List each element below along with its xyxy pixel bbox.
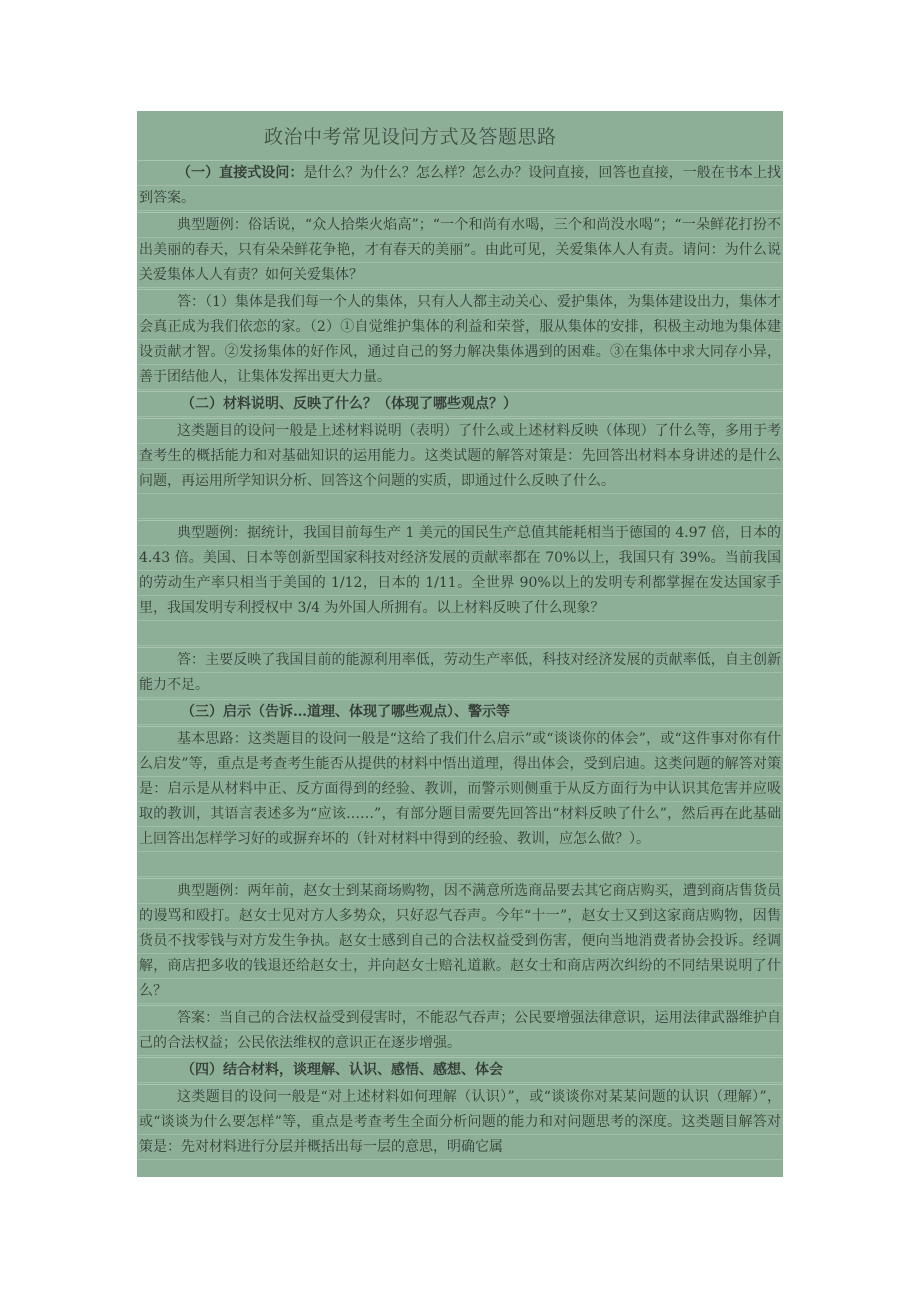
document-title: 政治中考常见设问方式及答题思路 bbox=[264, 126, 557, 148]
section-heading: （二）材料说明、反映了什么？（体现了哪些观点？） bbox=[181, 396, 517, 412]
paragraph bbox=[137, 1006, 783, 1058]
paragraph-text: 答案：当自己的合法权益受到侵害时，不能忍气吞声；公民要增强法律意识，运用法律武器维护自己的合法权益；公民依法维权的意识正在逐步增强。 bbox=[139, 1010, 781, 1051]
paragraph bbox=[137, 648, 783, 700]
paragraph bbox=[137, 700, 783, 727]
paragraph bbox=[137, 521, 783, 648]
paragraph bbox=[137, 1085, 783, 1160]
paragraph bbox=[137, 213, 783, 290]
paragraph bbox=[137, 290, 783, 392]
paragraph-text: 典型题例：两年前，赵女士到某商场购物，因不满意所选商品要去其它商店购买，遭到商店售货员的谩骂和殴打。赵女士见对方人多势众，只好忍气吞声。今年“十一”，赵女士又到这家商店购物，因售货员不找零钱与对方发生争执。赵女士感到自己的合法权益受到伤害，便向当地消费者协会投诉。经调解，商店把多收的钱退还给赵女士，并向赵女士赔礼道歉。赵女士和商店两次纠纷的不同结果说明了什么？ bbox=[139, 883, 781, 999]
section-heading: （三）启示（告诉…道理、体现了哪些观点）、警示等 bbox=[181, 704, 510, 720]
paragraph-text: 典型题例：据统计，我国目前每生产 1 美元的国民生产总值其能耗相当于德国的 4.97 倍，日本的 4.43 倍。美国、日本等创新型国家科技对经济发展的贡献率都在 70%以上，我国只有 39%。当前我国的劳动生产率只相当于美国的 1/12，日本的 1/11。全世界 90%以上的发明专利都掌握在发达国家手里，我国发明专利授权中 3/4 为外国人所拥有。以上材料反映了什么现象？ bbox=[139, 525, 781, 616]
paragraph bbox=[137, 392, 783, 419]
paragraph-text: 这类题目的设问一般是“对上述材料如何理解（认识）”，或“谈谈你对某某问题的认识（理解）”，或“谈谈为什么要怎样”等，重点是考查考生全面分析问题的能力和对问题思考的深度。这类题目解答对策是：先对材料进行分层并概括出每一层的意思，明确它属 bbox=[139, 1089, 781, 1155]
paragraph-text: 答：主要反映了我国目前的能源利用率低，劳动生产率低，科技对经济发展的贡献率低，自主创新能力不足。 bbox=[139, 652, 781, 693]
paragraph bbox=[137, 161, 783, 213]
document-page bbox=[137, 111, 783, 1177]
paragraph-text: 这类题目的设问一般是上述材料说明（表明）了什么或上述材料反映（体现）了什么等，多用于考查考生的概括能力和对基础知识的运用能力。这类试题的解答对策是：先回答出材料本身讲述的是什么问题，再运用所学知识分析、回答这个问题的实质，即通过什么反映了什么。 bbox=[139, 423, 781, 489]
section-heading: （一）直接式设问： bbox=[177, 165, 304, 181]
paragraph-text: 是什么？为什么？怎么样？怎么办？设问直接，回答也直接，一般在书本上找到答案。 bbox=[139, 165, 782, 206]
paragraph-text: 答：（1）集体是我们每一个人的集体，只有人人都主动关心、爱护集体，为集体建设出力，集体才会真正成为我们依恋的家。（2）①自觉维护集体的利益和荣誉，服从集体的安排，积极主动地为集体建设贡献才智。②发扬集体的好作风，通过自己的努力解决集体遇到的困难。③在集体中求大同存小异，善于团结他人，让集体发挥出更大力量。 bbox=[139, 294, 781, 385]
paragraph bbox=[137, 419, 783, 521]
paragraph bbox=[137, 1058, 783, 1085]
paragraph bbox=[137, 727, 783, 879]
title-row bbox=[137, 111, 783, 161]
paragraph bbox=[137, 879, 783, 1006]
section-heading: （四）结合材料，谈理解、认识、感悟、感想、体会 bbox=[181, 1062, 503, 1078]
paragraph-text: 基本思路：这类题目的设问一般是“这给了我们什么启示”或“谈谈你的体会”，或“这件事对你有什么启发”等，重点是考查考生能否从提供的材料中悟出道理，得出体会，受到启迪。这类问题的解答对策是：启示是从材料中正、反方面得到的经验、教训，而警示则侧重于从反方面行为中认识其危害并应吸取的教训，其语言表述多为“应该……”，有部分题目需要先回答出“材料反映了什么”，然后再在此基础上回答出怎样学习好的或摒弃坏的（针对材料中得到的经验、教训，应怎么做？）。 bbox=[139, 731, 781, 847]
paragraph-text: 典型题例：俗话说，“众人拾柴火焰高”；“一个和尚有水喝，三个和尚没水喝”；“一朵鲜花打扮不出美丽的春天，只有朵朵鲜花争艳，才有春天的美丽”。由此可见，关爱集体人人有责。请问：为什么说关爱集体人人有责？如何关爱集体？ bbox=[139, 217, 781, 283]
